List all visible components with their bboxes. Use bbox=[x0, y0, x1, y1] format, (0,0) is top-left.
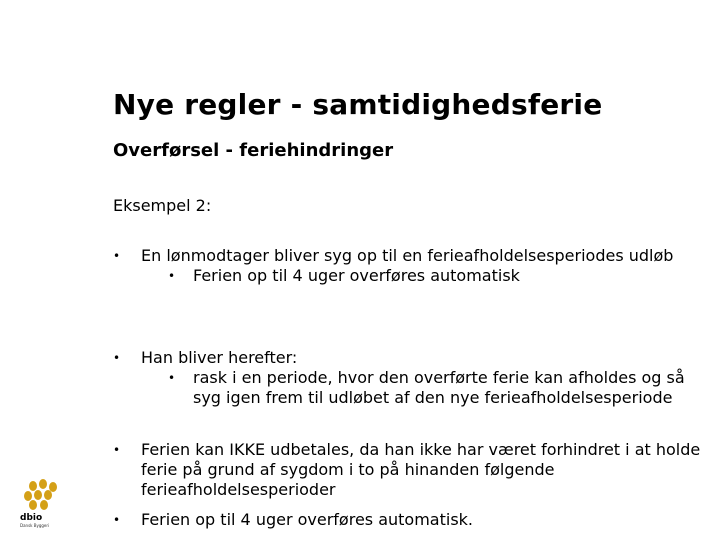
slide-subtitle: Overførsel - feriehindringer bbox=[113, 140, 394, 161]
bullet-item bbox=[113, 348, 713, 408]
dbio-logo bbox=[16, 478, 66, 528]
bullet-text: En lønmodtager bliver syg op til en ferieafholdelsesperiodes udløb bbox=[141, 246, 674, 265]
example-label: Eksempel 2: bbox=[113, 196, 212, 215]
bullet-glyph: • bbox=[113, 443, 121, 457]
sub-bullet-item bbox=[168, 368, 713, 408]
bullet-item bbox=[113, 440, 713, 500]
paw-icon bbox=[24, 479, 57, 510]
logo-wordmark: dbio bbox=[20, 513, 43, 523]
slide-title: Nye regler - samtidighedsferie bbox=[113, 88, 603, 121]
bullet-item bbox=[113, 510, 473, 530]
sub-bullet-item bbox=[168, 266, 673, 286]
bullet-text: Ferien op til 4 uger overføres automatisk. bbox=[141, 510, 474, 529]
logo-tagline: Dansk Byggeri bbox=[20, 523, 50, 528]
bullet-glyph: • bbox=[113, 249, 121, 263]
bullet-text: Ferien kan IKKE udbetales, da han ikke har været forhindret i at holde ferie på grund af sygdom i to på hinanden følgende ferieafholdelsesperioder bbox=[141, 440, 701, 499]
bullet-text: Han bliver herefter: bbox=[141, 348, 298, 367]
sub-bullet-glyph: • bbox=[168, 371, 176, 385]
bullet-item bbox=[113, 246, 673, 286]
sub-bullet-glyph: • bbox=[168, 269, 176, 283]
sub-bullet-text: rask i en periode, hvor den overførte ferie kan afholdes og så syg igen frem til udløbet af den nye ferieafholdelsesperiode bbox=[193, 368, 685, 407]
bullet-glyph: • bbox=[113, 351, 121, 365]
bullet-glyph: • bbox=[113, 513, 121, 527]
sub-bullet-text: Ferien op til 4 uger overføres automatisk bbox=[193, 266, 520, 285]
